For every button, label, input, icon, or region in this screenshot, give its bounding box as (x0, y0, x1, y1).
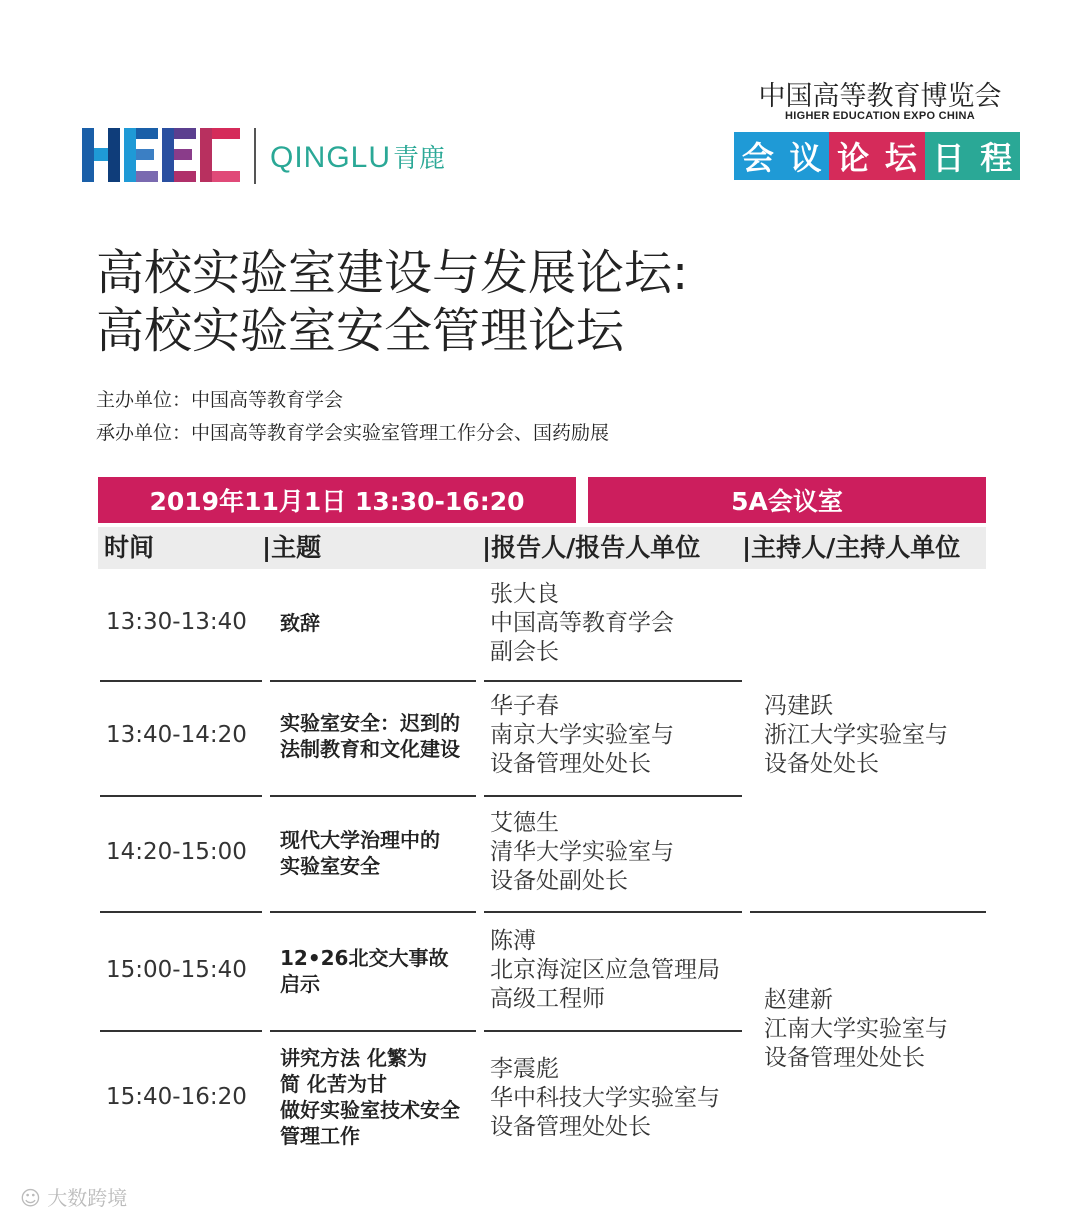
topic-line: 现代大学治理中的 (280, 828, 440, 852)
banner-char: 日 (925, 132, 973, 180)
expo-title: 中国高等教育博览会 (758, 81, 1002, 112)
speaker-title: 高级工程师 (490, 986, 605, 1012)
row-divider (100, 795, 262, 797)
row-divider (100, 1030, 262, 1032)
watermark-icon: ☺ (20, 1186, 48, 1210)
host-org: 浙江大学实验室与 (764, 722, 948, 748)
page-title-line2: 高校实验室安全管理论坛 (96, 303, 625, 359)
speaker-title: 设备管理处处长 (490, 751, 651, 777)
date-time-bar: 2019年11月1日 13:30-16:20 (98, 477, 576, 523)
banner-char: 程 (972, 132, 1020, 180)
speaker-title: 设备管理处处长 (490, 1114, 651, 1140)
host-organization: 主办单位：中国高等教育学会 (96, 389, 344, 411)
page-title-line1: 高校实验室建设与发展论坛: (96, 245, 689, 301)
topic-line: 12•26北交大事故 (280, 946, 449, 970)
column-header-topic: |主题 (262, 533, 322, 562)
qinglu-logo (270, 138, 445, 175)
banner-char: 坛 (877, 132, 925, 180)
speaker-name: 陈溥 (490, 928, 536, 954)
speaker-org: 北京海淀区应急管理局 (490, 957, 720, 983)
topic-line: 简 化苦为甘 (280, 1072, 387, 1096)
row-speaker (490, 809, 674, 896)
host-org: 江南大学实验室与 (764, 1016, 948, 1042)
host-title: 设备管理处处长 (764, 1045, 925, 1071)
row-divider (270, 795, 476, 797)
host-title: 设备处处长 (764, 751, 879, 777)
row-topic (280, 610, 480, 636)
row-topic (280, 710, 480, 762)
topic-line: 实验室安全 (280, 854, 380, 878)
row-speaker (490, 580, 674, 667)
speaker-title: 设备处副处长 (490, 868, 628, 894)
topic-line: 管理工作 (280, 1124, 360, 1148)
host-name: 赵建新 (764, 987, 833, 1013)
row-time: 13:30-13:40 (106, 609, 247, 635)
row-divider (484, 911, 742, 913)
watermark-text: 大数跨境 (47, 1186, 128, 1210)
row-speaker (490, 1055, 720, 1142)
row-divider (484, 680, 742, 682)
banner-char: 议 (782, 132, 830, 180)
topic-line: 讲究方法 化繁为 (280, 1046, 427, 1070)
expo-subtitle: HIGHER EDUCATION EXPO CHINA (784, 110, 976, 122)
speaker-org: 清华大学实验室与 (490, 839, 674, 865)
row-divider (270, 1030, 476, 1032)
qinglu-en: QINGLU (270, 141, 392, 174)
host-block (764, 692, 948, 779)
speaker-title: 副会长 (490, 639, 559, 665)
speaker-name: 张大良 (490, 581, 559, 607)
row-divider (100, 911, 262, 913)
row-topic (280, 945, 480, 997)
topic-line: 法制教育和文化建设 (280, 737, 460, 761)
row-time: 15:00-15:40 (106, 957, 247, 983)
row-divider (484, 1030, 742, 1032)
logo-divider (254, 128, 256, 184)
row-divider (750, 911, 986, 913)
row-speaker (490, 692, 674, 779)
speaker-org: 南京大学实验室与 (490, 722, 674, 748)
topic-line: 实验室安全：迟到的 (280, 711, 460, 735)
schedule-banner (734, 132, 1020, 180)
row-topic (280, 827, 480, 879)
row-time: 13:40-14:20 (106, 722, 247, 748)
topic-line: 启示 (280, 972, 320, 996)
topic-line: 致辞 (280, 611, 320, 635)
topic-line: 做好实验室技术安全 (280, 1098, 460, 1122)
banner-char: 会 (734, 132, 782, 180)
row-topic (280, 1045, 480, 1149)
speaker-name: 艾德生 (490, 810, 559, 836)
row-divider (270, 911, 476, 913)
row-time: 15:40-16:20 (106, 1084, 247, 1110)
column-header-host: |主持人/主持人单位 (742, 533, 961, 562)
row-divider (484, 795, 742, 797)
speaker-org: 中国高等教育学会 (490, 610, 674, 636)
organizing-organization: 承办单位：中国高等教育学会实验室管理工作分会、国药励展 (96, 422, 610, 444)
watermark (20, 1182, 127, 1211)
heec-logo (82, 128, 240, 182)
row-divider (100, 680, 262, 682)
row-time: 14:20-15:00 (106, 839, 247, 865)
host-block (764, 986, 948, 1073)
host-name: 冯建跃 (764, 693, 833, 719)
row-divider (270, 680, 476, 682)
column-header-time: 时间 (104, 533, 155, 562)
speaker-name: 李震彪 (490, 1056, 559, 1082)
room-bar: 5A会议室 (588, 477, 986, 523)
banner-char: 论 (829, 132, 877, 180)
column-header-speaker: |报告人/报告人单位 (482, 533, 701, 562)
speaker-name: 华子春 (490, 693, 559, 719)
speaker-org: 华中科技大学实验室与 (490, 1085, 720, 1111)
qinglu-cn: 青鹿 (393, 144, 446, 174)
row-speaker (490, 927, 720, 1014)
